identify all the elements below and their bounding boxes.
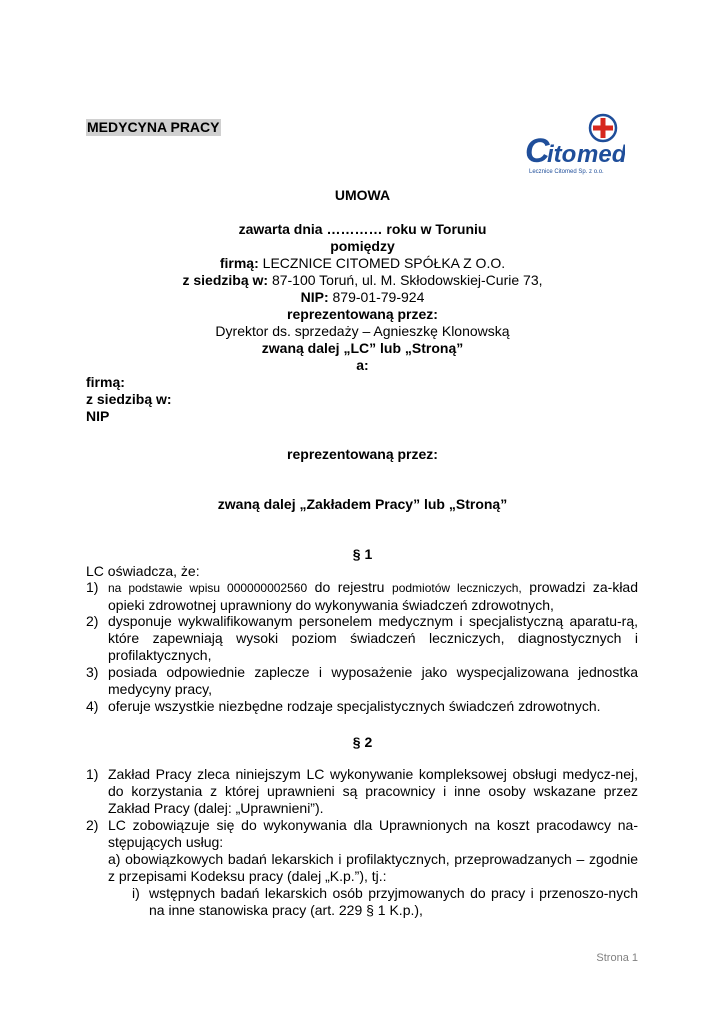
s2-item2-text: LC zobowiązuje się do wykonywania dla Uprawnionych na koszt pracodawcy na-stępujących usług: xyxy=(108,817,638,850)
s2-item1-number: 1) xyxy=(86,766,99,782)
s1-item1-text-d: prowadzi za-kład opieki zdrowotnej uprawniony do wykonywania świadczeń zdrowotnych, xyxy=(108,579,638,613)
document-category-label: MEDYCYNA PRACY xyxy=(87,119,220,135)
party2-called-line: zwaną dalej „Zakładem Pracy” lub „Stroną” xyxy=(217,496,508,512)
citomed-logo-graphic xyxy=(525,108,625,178)
logo-letter-c: C xyxy=(525,132,550,170)
between-line: pomiędzy xyxy=(330,238,395,254)
lc-nip-line xyxy=(86,288,639,306)
and-line: a: xyxy=(356,357,369,373)
s1-item4-number: 4) xyxy=(86,698,99,714)
citomed-logo xyxy=(525,108,625,178)
lc-seat-value: 87-100 Toruń, ul. M. Skłodowskiej-Curie 73, xyxy=(268,272,543,288)
s2-subitem-i-number: i) xyxy=(132,885,140,901)
lc-called-line: zwaną dalej „LC” lub „Stroną” xyxy=(261,340,464,356)
s1-item2-number: 2) xyxy=(86,613,99,629)
s1-item1-text xyxy=(108,579,638,614)
s1-item4-text: oferuje wszystkie niezbędne rodzaje specjalistycznych świadczeń zdrowotnych. xyxy=(108,698,601,714)
s1-item2-text: dysponuje wykwalifikowanym personelem medycznym i specjalistyczną aparatu-rą, które zapewniają wysoki poziom świadczeń leczniczych, diagnostycznych i profilaktycznych, xyxy=(108,613,638,663)
lc-nip-label: NIP: xyxy=(300,289,329,305)
logo-text-ito: ito xyxy=(547,141,577,168)
party2-representative-label: reprezentowaną przez: xyxy=(287,446,438,462)
s1-item3-text: posiada odpowiednie zaplecze i wyposażenie jako wyspecjalizowana jednostka medycyny pracy, xyxy=(108,664,638,697)
section1-heading: § 1 xyxy=(352,546,373,562)
lc-nip-value: 879-01-79-924 xyxy=(328,289,425,305)
party2-firm-label: firmą: xyxy=(86,374,125,390)
lc-seat-line xyxy=(86,271,639,289)
party2-seat-label: z siedzibą w: xyxy=(86,391,172,407)
contract-title: UMOWA xyxy=(334,187,391,203)
s2-item2-number: 2) xyxy=(86,817,99,833)
section1-lead: LC oświadcza, że: xyxy=(86,563,200,579)
section2-heading: § 2 xyxy=(352,734,373,750)
party2-nip-label: NIP xyxy=(86,408,110,424)
lc-representative-value: Dyrektor ds. sprzedaży – Agnieszkę Klonowską xyxy=(215,323,510,339)
s1-item1-text-b: do rejestru xyxy=(307,579,393,595)
s1-item3-number: 3) xyxy=(86,664,99,680)
lc-seat-label: z siedzibą w: xyxy=(182,272,269,288)
page-number: Strona 1 xyxy=(596,952,638,964)
lc-representative-label: reprezentowaną przez: xyxy=(287,306,438,322)
s1-item1-registry-entry: na podstawie wpisu 000000002560 xyxy=(108,581,308,595)
contract-date-line: zawarta dnia ………… roku w Toruniu xyxy=(238,221,487,237)
s1-item1-registry-name: podmiotów leczniczych, xyxy=(392,581,522,595)
s2-item1-text: Zakład Pracy zleca niniejszym LC wykonywanie kompleksowej obsługi medycz-nej, do korzystania z której uprawnieni są pracownicy i inne osoby wskazane przez Zakład Pracy (dalej: „Uprawnieni”). xyxy=(108,766,638,816)
s2-subitem-i-text: wstępnych badań lekarskich osób przyjmowanych do pracy i przenoszo-nych na inne stanowiska pracy (art. 229 § 1 K.p.), xyxy=(149,885,638,918)
logo-tagline: Lecznice Citomed Sp. z o.o. xyxy=(529,169,604,175)
s2-subitem-a: a) obowiązkowych badań lekarskich i profilaktycznych, przeprowadzanych – zgodnie z przepisami Kodeksu pracy (dalej „K.p.”), tj.: xyxy=(108,851,638,884)
lc-firm-value: LECZNICE CITOMED SPÓŁKA Z O.O. xyxy=(258,255,506,271)
s1-item1-number: 1) xyxy=(86,579,99,595)
lc-firm-line xyxy=(86,254,639,272)
logo-text-med: med xyxy=(577,141,625,168)
lc-firm-label: firmą: xyxy=(219,255,259,271)
